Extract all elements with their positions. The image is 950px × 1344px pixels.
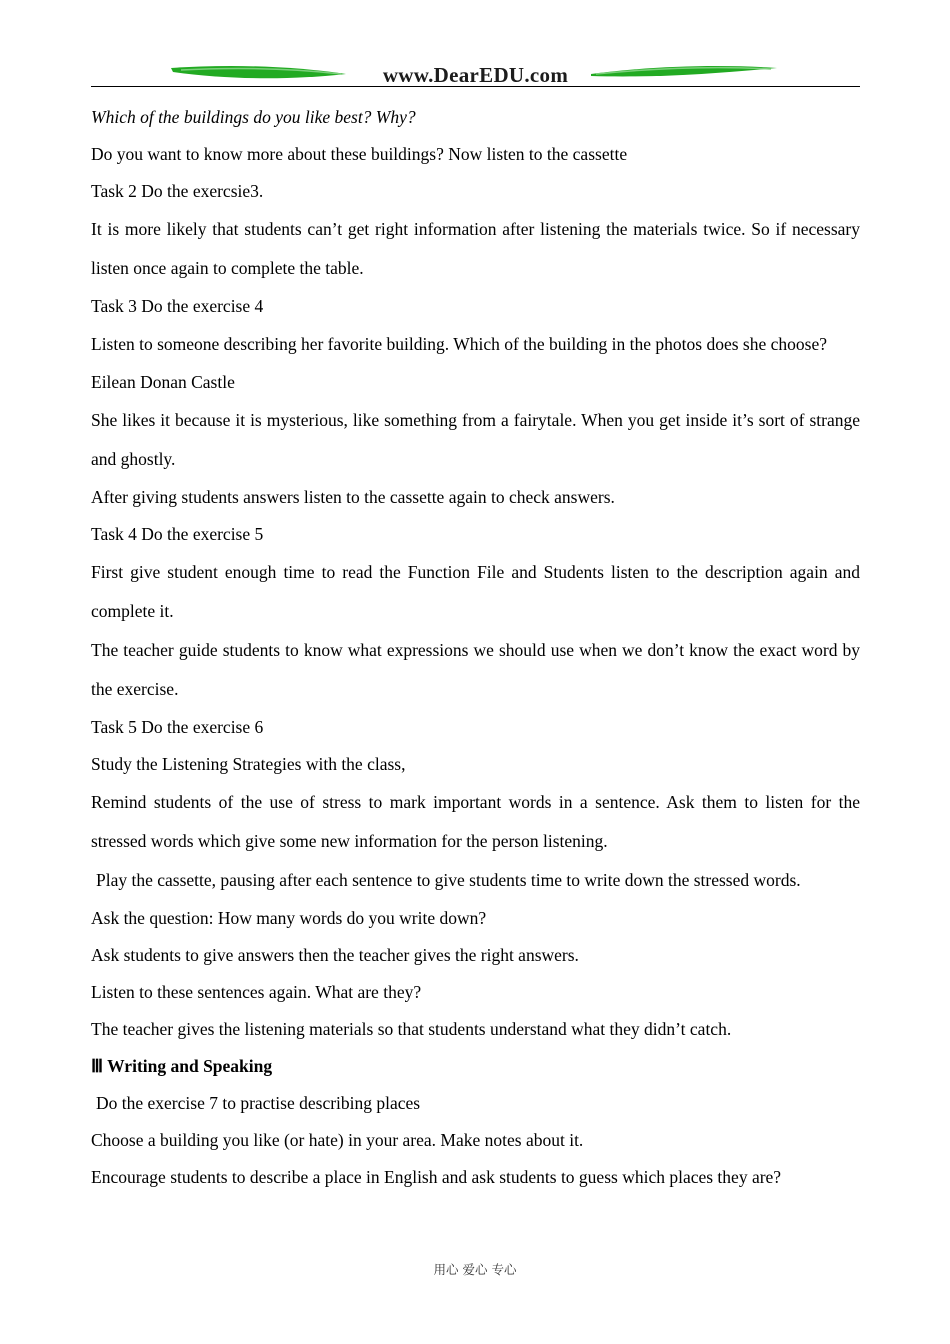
paragraph: Study the Listening Strategies with the class, [91,754,406,774]
paragraph: Listen to these sentences again. What are they? [91,982,422,1002]
section-heading: Ⅲ Writing and Speaking [91,1056,273,1076]
page-footer: 用心 爱心 专心 [433,1262,517,1277]
paragraph: It is more likely that students can’t get right information after listening the materials twice. So if necessary listen once again to complete the table. [91,219,860,278]
paragraph: Eilean Donan Castle [91,372,235,392]
paragraph: She likes it because it is mysterious, like something from a fairytale. When you get inside it’s sort of strange and ghostly. [91,410,860,469]
paragraph: Do the exercise 7 to practise describing places [96,1093,421,1113]
task-heading: Task 3 Do the exercise 4 [91,296,264,316]
paragraph: Which of the buildings do you like best? Why? [91,107,416,127]
paragraph: First give student enough time to read the Function File and Students listen to the description again and complete it. [91,562,860,621]
paragraph: Do you want to know more about these buildings? Now listen to the cassette [91,144,628,164]
document-body [91,99,860,1196]
task-heading: Task 4 Do the exercise 5 [91,524,264,544]
paragraph: Ask the question: How many words do you write down? [91,908,487,928]
paragraph: Choose a building you like (or hate) in your area. Make notes about it. [91,1130,584,1150]
paragraph: Play the cassette, pausing after each sentence to give students time to write down the stressed words. [96,870,801,890]
header-rule [91,86,860,87]
paragraph: Encourage students to describe a place in English and ask students to guess which places they are? [91,1167,782,1187]
paragraph: The teacher guide students to know what expressions we should use when we don’t know the exact word by the exercise. [91,640,860,699]
task-heading: Task 5 Do the exercise 6 [91,717,264,737]
site-url: www.DearEDU.com [382,63,569,87]
paragraph: Ask students to give answers then the teacher gives the right answers. [91,945,579,965]
paragraph: After giving students answers listen to the cassette again to check answers. [91,487,615,507]
task-heading: Task 2 Do the exercsie3. [91,181,264,201]
paragraph: The teacher gives the listening materials so that students understand what they didn’t catch. [91,1019,732,1039]
paragraph: Remind students of the use of stress to mark important words in a sentence. Ask them to listen for the stressed words which give some new information for the person listening. [91,792,860,851]
paragraph: Listen to someone describing her favorite building. Which of the building in the photos does she choose? [91,334,827,354]
